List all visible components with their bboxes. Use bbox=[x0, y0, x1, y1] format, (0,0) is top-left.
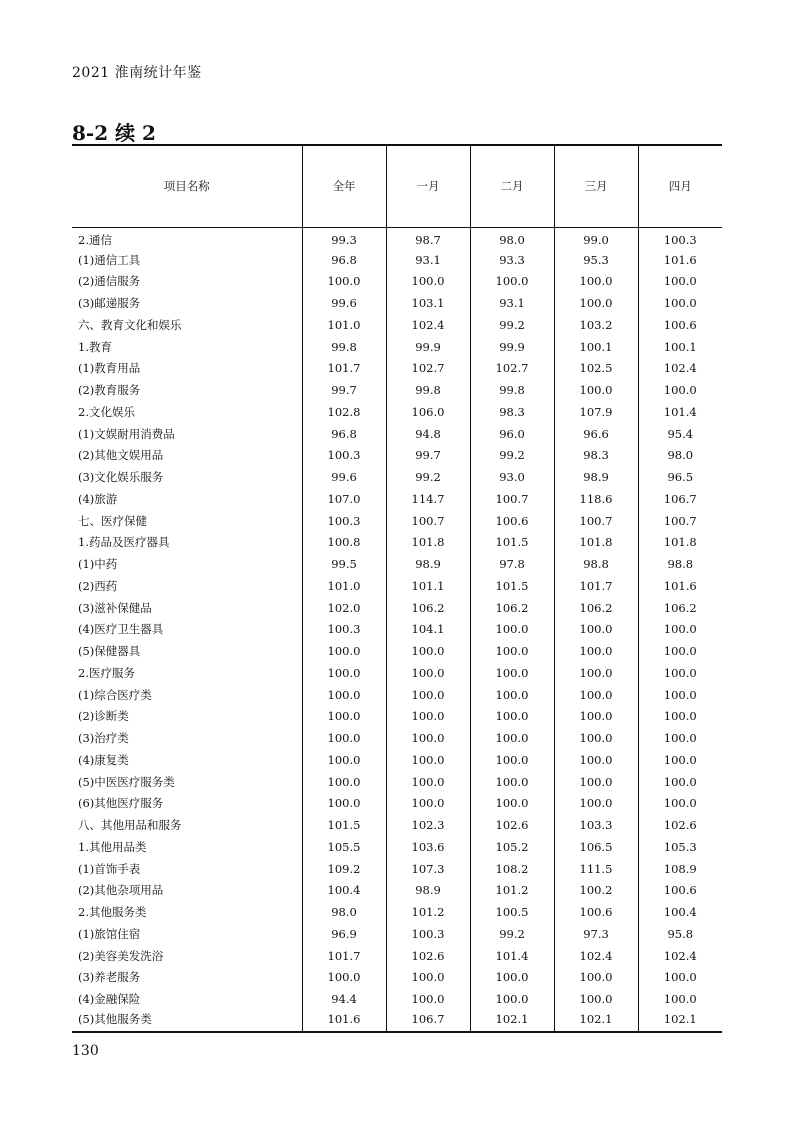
cell-april: 100.4 bbox=[638, 901, 722, 923]
cell-april: 95.8 bbox=[638, 923, 722, 945]
statistics-table-container bbox=[72, 144, 722, 1033]
cell-march: 106.5 bbox=[554, 836, 638, 858]
cell-full-year: 100.0 bbox=[302, 684, 386, 706]
cell-march: 102.4 bbox=[554, 945, 638, 967]
cell-february: 98.0 bbox=[470, 227, 554, 249]
cell-item-name: (4)旅游 bbox=[78, 491, 118, 506]
cell-february: 100.0 bbox=[470, 619, 554, 641]
cell-item-name: 六、教育文化和娱乐 bbox=[78, 317, 182, 332]
cell-january: 102.7 bbox=[386, 358, 470, 380]
table-row bbox=[72, 619, 722, 641]
cell-january: 106.2 bbox=[386, 597, 470, 619]
cell-item-name: (5)保健器具 bbox=[78, 644, 141, 659]
cell-january: 102.6 bbox=[386, 945, 470, 967]
cell-february: 100.0 bbox=[470, 988, 554, 1010]
cell-february: 99.2 bbox=[470, 314, 554, 336]
header-january: 一月 bbox=[386, 145, 470, 227]
table-row bbox=[72, 945, 722, 967]
table-row bbox=[72, 358, 722, 380]
cell-april: 100.0 bbox=[638, 988, 722, 1010]
cell-full-year: 94.4 bbox=[302, 988, 386, 1010]
cell-january: 100.0 bbox=[386, 967, 470, 989]
cell-april: 98.0 bbox=[638, 445, 722, 467]
cell-april: 102.4 bbox=[638, 358, 722, 380]
cell-january: 104.1 bbox=[386, 619, 470, 641]
cell-april: 101.6 bbox=[638, 249, 722, 271]
cell-january: 100.0 bbox=[386, 706, 470, 728]
cell-january: 102.3 bbox=[386, 814, 470, 836]
running-head: 2021 淮南统计年鉴 bbox=[72, 65, 202, 81]
cell-january: 99.8 bbox=[386, 379, 470, 401]
cell-january: 100.0 bbox=[386, 988, 470, 1010]
cell-item-name: (2)诊断类 bbox=[78, 709, 129, 724]
cell-january: 100.0 bbox=[386, 640, 470, 662]
cell-item-name: (5)中医医疗服务类 bbox=[78, 774, 175, 789]
cell-march: 100.0 bbox=[554, 271, 638, 293]
cell-march: 100.2 bbox=[554, 880, 638, 902]
cell-january: 103.6 bbox=[386, 836, 470, 858]
table-row bbox=[72, 553, 722, 575]
cell-march: 102.5 bbox=[554, 358, 638, 380]
table-row bbox=[72, 401, 722, 423]
header-item-name: 项目名称 bbox=[72, 145, 302, 227]
cell-february: 99.8 bbox=[470, 379, 554, 401]
cell-item-name: (4)康复类 bbox=[78, 752, 129, 767]
cell-january: 98.9 bbox=[386, 880, 470, 902]
cell-full-year: 101.7 bbox=[302, 945, 386, 967]
cell-february: 97.8 bbox=[470, 553, 554, 575]
cell-full-year: 101.0 bbox=[302, 575, 386, 597]
cell-full-year: 96.8 bbox=[302, 249, 386, 271]
cell-item-name: 2.文化娱乐 bbox=[78, 404, 135, 419]
cell-january: 100.7 bbox=[386, 510, 470, 532]
cell-february: 106.2 bbox=[470, 597, 554, 619]
table-row bbox=[72, 379, 722, 401]
cell-march: 98.9 bbox=[554, 466, 638, 488]
cell-january: 100.3 bbox=[386, 923, 470, 945]
cell-full-year: 100.0 bbox=[302, 662, 386, 684]
cell-item-name: (6)其他医疗服务 bbox=[78, 796, 164, 811]
cell-february: 102.1 bbox=[470, 1010, 554, 1032]
cell-april: 100.0 bbox=[638, 967, 722, 989]
cell-january: 100.0 bbox=[386, 793, 470, 815]
cell-full-year: 102.8 bbox=[302, 401, 386, 423]
cell-full-year: 102.0 bbox=[302, 597, 386, 619]
cell-april: 100.0 bbox=[638, 793, 722, 815]
cell-april: 100.7 bbox=[638, 510, 722, 532]
cell-march: 101.8 bbox=[554, 532, 638, 554]
table-row bbox=[72, 640, 722, 662]
cell-january: 102.4 bbox=[386, 314, 470, 336]
cell-february: 100.5 bbox=[470, 901, 554, 923]
cell-full-year: 100.0 bbox=[302, 771, 386, 793]
cell-march: 97.3 bbox=[554, 923, 638, 945]
cell-full-year: 101.0 bbox=[302, 314, 386, 336]
cell-february: 99.2 bbox=[470, 923, 554, 945]
cell-april: 101.8 bbox=[638, 532, 722, 554]
cell-april: 98.8 bbox=[638, 553, 722, 575]
cell-march: 100.0 bbox=[554, 684, 638, 706]
cell-item-name: (5)其他服务类 bbox=[78, 1011, 152, 1026]
cell-february: 93.1 bbox=[470, 292, 554, 314]
table-row bbox=[72, 749, 722, 771]
cell-march: 111.5 bbox=[554, 858, 638, 880]
cell-item-name: (2)西药 bbox=[78, 578, 118, 593]
cell-january: 100.0 bbox=[386, 727, 470, 749]
cell-full-year: 100.3 bbox=[302, 445, 386, 467]
cell-full-year: 99.8 bbox=[302, 336, 386, 358]
cell-march: 100.0 bbox=[554, 967, 638, 989]
cell-april: 100.0 bbox=[638, 271, 722, 293]
cell-march: 95.3 bbox=[554, 249, 638, 271]
cell-full-year: 101.6 bbox=[302, 1010, 386, 1032]
cell-march: 100.6 bbox=[554, 901, 638, 923]
cell-item-name: 1.教育 bbox=[78, 339, 112, 354]
cell-item-name: (1)文娱耐用消费品 bbox=[78, 426, 175, 441]
page-number: 130 bbox=[72, 1043, 99, 1059]
cell-april: 100.0 bbox=[638, 684, 722, 706]
header-row bbox=[72, 145, 722, 227]
cell-february: 101.5 bbox=[470, 532, 554, 554]
cell-item-name: (3)邮递服务 bbox=[78, 296, 141, 311]
cell-april: 100.0 bbox=[638, 292, 722, 314]
table-row bbox=[72, 727, 722, 749]
table-row bbox=[72, 793, 722, 815]
cell-full-year: 100.8 bbox=[302, 532, 386, 554]
cell-april: 100.0 bbox=[638, 640, 722, 662]
cell-march: 101.7 bbox=[554, 575, 638, 597]
cell-february: 96.0 bbox=[470, 423, 554, 445]
cell-march: 103.2 bbox=[554, 314, 638, 336]
table-row bbox=[72, 1010, 722, 1032]
cell-april: 101.6 bbox=[638, 575, 722, 597]
cell-february: 105.2 bbox=[470, 836, 554, 858]
cell-item-name: (3)养老服务 bbox=[78, 970, 141, 985]
cell-item-name: (3)文化娱乐服务 bbox=[78, 470, 164, 485]
cell-january: 107.3 bbox=[386, 858, 470, 880]
cell-february: 100.0 bbox=[470, 967, 554, 989]
cell-january: 100.0 bbox=[386, 271, 470, 293]
cell-march: 100.0 bbox=[554, 379, 638, 401]
cell-april: 102.6 bbox=[638, 814, 722, 836]
cell-february: 102.6 bbox=[470, 814, 554, 836]
table-row bbox=[72, 706, 722, 728]
cell-february: 101.4 bbox=[470, 945, 554, 967]
cell-item-name: (2)其他杂项用品 bbox=[78, 883, 164, 898]
cell-item-name: (2)其他文娱用品 bbox=[78, 448, 164, 463]
cell-april: 96.5 bbox=[638, 466, 722, 488]
table-row bbox=[72, 662, 722, 684]
table-row bbox=[72, 814, 722, 836]
cell-april: 108.9 bbox=[638, 858, 722, 880]
cell-april: 100.0 bbox=[638, 662, 722, 684]
cell-april: 100.6 bbox=[638, 314, 722, 336]
cell-full-year: 96.8 bbox=[302, 423, 386, 445]
cell-item-name: (2)通信服务 bbox=[78, 274, 141, 289]
cell-march: 100.0 bbox=[554, 793, 638, 815]
cell-item-name: (1)综合医疗类 bbox=[78, 687, 152, 702]
cell-february: 101.5 bbox=[470, 575, 554, 597]
cell-february: 100.0 bbox=[470, 771, 554, 793]
cell-item-name: (1)首饰手表 bbox=[78, 861, 141, 876]
cell-march: 96.6 bbox=[554, 423, 638, 445]
cell-february: 100.6 bbox=[470, 510, 554, 532]
cell-full-year: 99.3 bbox=[302, 227, 386, 249]
table-body bbox=[72, 227, 722, 1032]
cell-march: 100.0 bbox=[554, 749, 638, 771]
cell-april: 100.0 bbox=[638, 727, 722, 749]
table-row bbox=[72, 271, 722, 293]
cell-april: 102.4 bbox=[638, 945, 722, 967]
cell-march: 99.0 bbox=[554, 227, 638, 249]
cell-april: 100.1 bbox=[638, 336, 722, 358]
cell-january: 100.0 bbox=[386, 749, 470, 771]
cell-march: 98.8 bbox=[554, 553, 638, 575]
cell-april: 101.4 bbox=[638, 401, 722, 423]
cell-january: 98.9 bbox=[386, 553, 470, 575]
cell-march: 100.0 bbox=[554, 292, 638, 314]
cell-full-year: 100.0 bbox=[302, 967, 386, 989]
cell-march: 118.6 bbox=[554, 488, 638, 510]
cell-march: 103.3 bbox=[554, 814, 638, 836]
cell-march: 100.0 bbox=[554, 662, 638, 684]
cell-february: 93.3 bbox=[470, 249, 554, 271]
cell-january: 101.8 bbox=[386, 532, 470, 554]
table-row bbox=[72, 967, 722, 989]
cell-full-year: 100.3 bbox=[302, 510, 386, 532]
cell-item-name: 2.通信 bbox=[78, 233, 112, 248]
cell-february: 99.9 bbox=[470, 336, 554, 358]
cell-february: 100.7 bbox=[470, 488, 554, 510]
table-title: 8-2 续 2 bbox=[72, 121, 156, 145]
cell-february: 100.0 bbox=[470, 727, 554, 749]
cell-full-year: 107.0 bbox=[302, 488, 386, 510]
table-row bbox=[72, 336, 722, 358]
cell-item-name: (4)金融保险 bbox=[78, 992, 141, 1007]
cell-item-name: (2)教育服务 bbox=[78, 383, 141, 398]
header-full-year: 全年 bbox=[302, 145, 386, 227]
cell-full-year: 98.0 bbox=[302, 901, 386, 923]
cell-february: 100.0 bbox=[470, 640, 554, 662]
cell-item-name: (3)治疗类 bbox=[78, 731, 129, 746]
cell-full-year: 101.5 bbox=[302, 814, 386, 836]
cell-item-name: (2)美容美发洗浴 bbox=[78, 948, 164, 963]
cell-item-name: (1)教育用品 bbox=[78, 361, 141, 376]
table-row bbox=[72, 597, 722, 619]
cell-item-name: (3)滋补保健品 bbox=[78, 600, 152, 615]
table-row bbox=[72, 771, 722, 793]
cell-april: 100.0 bbox=[638, 771, 722, 793]
cell-february: 101.2 bbox=[470, 880, 554, 902]
header-february: 二月 bbox=[470, 145, 554, 227]
header-march: 三月 bbox=[554, 145, 638, 227]
cell-april: 102.1 bbox=[638, 1010, 722, 1032]
cell-full-year: 100.4 bbox=[302, 880, 386, 902]
cell-march: 106.2 bbox=[554, 597, 638, 619]
cell-april: 105.3 bbox=[638, 836, 722, 858]
table-row bbox=[72, 988, 722, 1010]
cell-january: 100.0 bbox=[386, 684, 470, 706]
cell-full-year: 100.3 bbox=[302, 619, 386, 641]
cell-february: 100.0 bbox=[470, 684, 554, 706]
cell-march: 107.9 bbox=[554, 401, 638, 423]
table-row bbox=[72, 684, 722, 706]
cell-march: 100.0 bbox=[554, 771, 638, 793]
cell-march: 100.0 bbox=[554, 988, 638, 1010]
cell-full-year: 100.0 bbox=[302, 640, 386, 662]
cell-february: 100.0 bbox=[470, 271, 554, 293]
cell-february: 100.0 bbox=[470, 749, 554, 771]
cell-item-name: 1.药品及医疗器具 bbox=[78, 535, 170, 550]
cell-item-name: 七、医疗保健 bbox=[78, 513, 147, 528]
cell-january: 106.0 bbox=[386, 401, 470, 423]
cell-april: 106.7 bbox=[638, 488, 722, 510]
cell-full-year: 99.7 bbox=[302, 379, 386, 401]
table-row bbox=[72, 532, 722, 554]
cell-full-year: 100.0 bbox=[302, 727, 386, 749]
table-row bbox=[72, 488, 722, 510]
cell-full-year: 105.5 bbox=[302, 836, 386, 858]
table-row bbox=[72, 575, 722, 597]
header-april: 四月 bbox=[638, 145, 722, 227]
cell-full-year: 100.0 bbox=[302, 793, 386, 815]
table-row bbox=[72, 445, 722, 467]
cell-april: 100.0 bbox=[638, 706, 722, 728]
table-row bbox=[72, 423, 722, 445]
cell-item-name: (1)中药 bbox=[78, 557, 118, 572]
cell-february: 102.7 bbox=[470, 358, 554, 380]
cell-full-year: 96.9 bbox=[302, 923, 386, 945]
cell-item-name: 八、其他用品和服务 bbox=[78, 818, 182, 833]
cell-item-name: (1)通信工具 bbox=[78, 252, 141, 267]
cell-full-year: 99.6 bbox=[302, 466, 386, 488]
cell-april: 95.4 bbox=[638, 423, 722, 445]
cell-january: 100.0 bbox=[386, 662, 470, 684]
table-row bbox=[72, 923, 722, 945]
cell-february: 93.0 bbox=[470, 466, 554, 488]
cell-january: 94.8 bbox=[386, 423, 470, 445]
cell-full-year: 100.0 bbox=[302, 749, 386, 771]
cell-item-name: 1.其他用品类 bbox=[78, 839, 147, 854]
cell-march: 100.7 bbox=[554, 510, 638, 532]
cell-march: 100.0 bbox=[554, 727, 638, 749]
cell-march: 102.1 bbox=[554, 1010, 638, 1032]
cell-april: 100.3 bbox=[638, 227, 722, 249]
table-row bbox=[72, 880, 722, 902]
cell-january: 100.0 bbox=[386, 771, 470, 793]
cell-item-name: 2.医疗服务 bbox=[78, 665, 135, 680]
cell-full-year: 100.0 bbox=[302, 706, 386, 728]
cell-february: 108.2 bbox=[470, 858, 554, 880]
cell-april: 100.0 bbox=[638, 379, 722, 401]
cell-february: 98.3 bbox=[470, 401, 554, 423]
cell-february: 100.0 bbox=[470, 706, 554, 728]
table-row bbox=[72, 227, 722, 249]
cell-january: 114.7 bbox=[386, 488, 470, 510]
price-index-table bbox=[72, 144, 722, 1033]
cell-january: 101.2 bbox=[386, 901, 470, 923]
cell-january: 103.1 bbox=[386, 292, 470, 314]
cell-february: 100.0 bbox=[470, 662, 554, 684]
cell-full-year: 109.2 bbox=[302, 858, 386, 880]
table-row bbox=[72, 466, 722, 488]
cell-april: 100.6 bbox=[638, 880, 722, 902]
cell-april: 100.0 bbox=[638, 749, 722, 771]
cell-january: 106.7 bbox=[386, 1010, 470, 1032]
cell-february: 99.2 bbox=[470, 445, 554, 467]
cell-january: 93.1 bbox=[386, 249, 470, 271]
table-row bbox=[72, 858, 722, 880]
cell-item-name: (4)医疗卫生器具 bbox=[78, 622, 164, 637]
cell-january: 99.2 bbox=[386, 466, 470, 488]
cell-march: 98.3 bbox=[554, 445, 638, 467]
cell-item-name: 2.其他服务类 bbox=[78, 905, 147, 920]
cell-full-year: 100.0 bbox=[302, 271, 386, 293]
cell-march: 100.1 bbox=[554, 336, 638, 358]
cell-march: 100.0 bbox=[554, 619, 638, 641]
cell-february: 100.0 bbox=[470, 793, 554, 815]
cell-january: 99.7 bbox=[386, 445, 470, 467]
cell-april: 106.2 bbox=[638, 597, 722, 619]
table-row bbox=[72, 314, 722, 336]
cell-full-year: 99.6 bbox=[302, 292, 386, 314]
table-row bbox=[72, 836, 722, 858]
table-row bbox=[72, 249, 722, 271]
cell-march: 100.0 bbox=[554, 706, 638, 728]
cell-january: 98.7 bbox=[386, 227, 470, 249]
cell-full-year: 99.5 bbox=[302, 553, 386, 575]
cell-april: 100.0 bbox=[638, 619, 722, 641]
table-row bbox=[72, 510, 722, 532]
cell-item-name: (1)旅馆住宿 bbox=[78, 926, 141, 941]
cell-march: 100.0 bbox=[554, 640, 638, 662]
table-row bbox=[72, 901, 722, 923]
table-row bbox=[72, 292, 722, 314]
cell-january: 99.9 bbox=[386, 336, 470, 358]
cell-full-year: 101.7 bbox=[302, 358, 386, 380]
cell-january: 101.1 bbox=[386, 575, 470, 597]
